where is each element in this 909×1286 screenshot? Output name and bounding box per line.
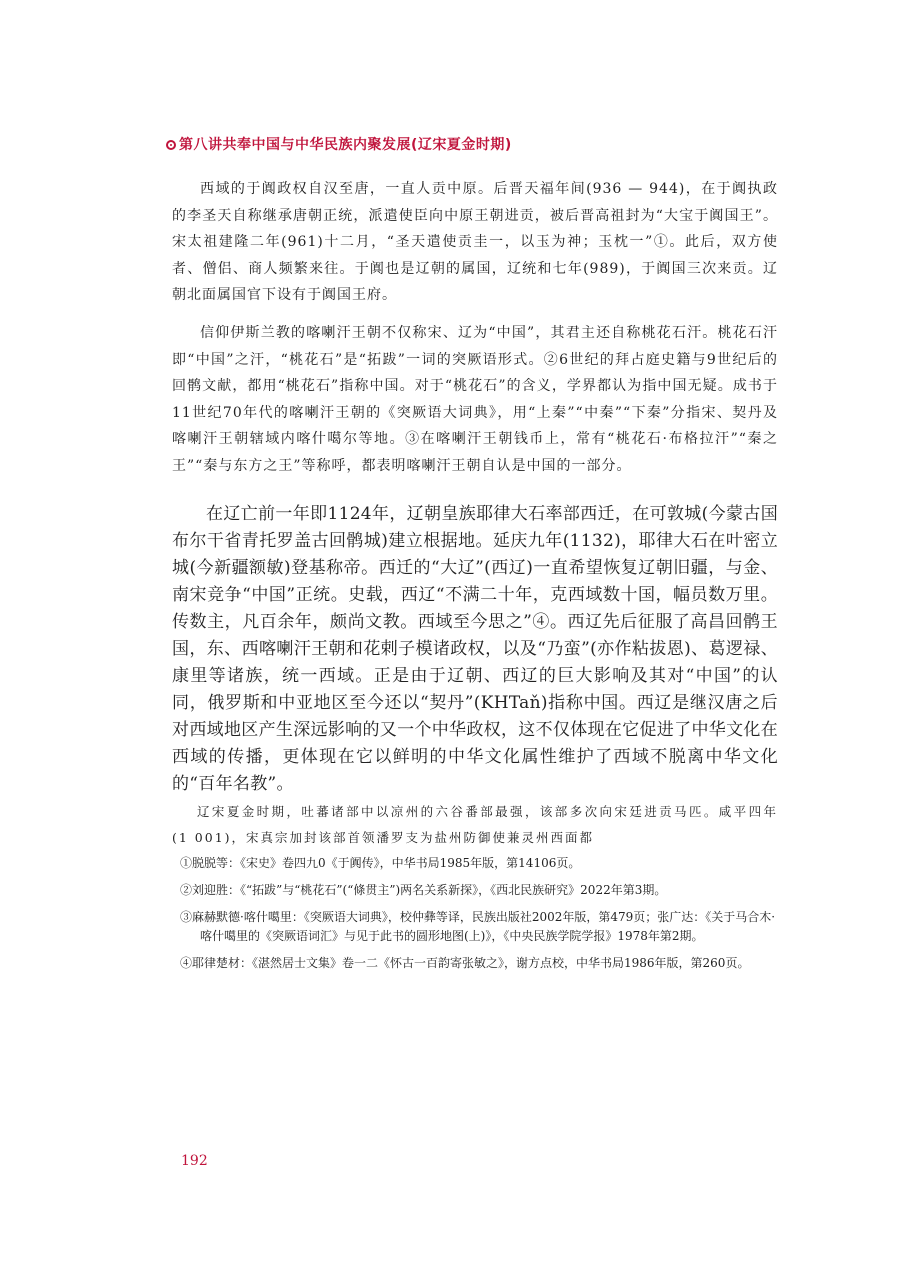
bullet-icon [166, 140, 176, 150]
paragraph-1: 西域的于阗政权自汉至唐，一直人贡中原。后晋天福年间(936 — 944)，在于阗执政的李圣天自称继承唐朝正统，派遣使臣向中原王朝进贡，被后晋高祖封为“大宝于阗国王”。宋太祖建隆二年(961)十二月，“圣天遣使贡圭一，以玉为神；玉枕一”①。此后，双方使者、僧侣、商人频繁来往。于阗也是辽朝的属国，辽统和七年(989)，于阗国三次来贡。辽朝北面属国官下设有于阗国王府。 [172, 181, 778, 303]
chapter-title: 第八讲共奉中国与中华民族内聚发展(辽宋夏金时期) [179, 137, 512, 153]
paragraph-2: 信仰伊斯兰教的喀喇汗王朝不仅称宋、辽为“中国”，其君主还自称桃花石汗。桃花石汗即“中国”之汗，“桃花石”是“拓跋”一词的突厥语形式。②6世纪的拜占庭史籍与9世纪后的回鹘文献，都用“桃花石”指称中国。对于“桃花石”的含义，学界都认为指中国无疑。成书于11世纪70年代的喀喇汗王朝的《突厥语大词典》，用“上秦”“中秦”“下秦”分指宋、契丹及喀喇汗王朝辖域内喀什噶尔等地。③在喀喇汗王朝钱币上，常有“桃花石·布格拉汗”“秦之王”“秦与东方之王”等称呼，都表明喀喇汗王朝自认是中国的一部分。 [172, 325, 778, 474]
paragraph-3: 在辽亡前一年即1124年，辽朝皇族耶律大石率部西迁，在可敦城(今蒙古国布尔干省青托罗盖古回鹘城)建立根据地。延庆九年(1132)，耶律大石在叶密立城(今新疆额敏)登基称帝。西迁的“大辽”(西辽)一直希望恢复辽朝旧疆，与金、南宋竞争“中国”正统。史载，西辽“不满二十年，克西域数十国，幅员数万里。传数主，凡百余年，颇尚文教。西域至今思之”④。西辽先后征服了高昌回鹘王国，东、西喀喇汗王朝和花剌子模诸政权，以及“乃蛮”(亦作粘拔恩)、葛逻禄、康里等诸族，统一西域。正是由于辽朝、西辽的巨大影响及其对“中国”的认同，俄罗斯和中亚地区至今还以“契丹”(KHTaň)指称中国。西辽是继汉唐之后对西域地区产生深远影响的又一个中华政权，这不仅体现在它促进了中华文化在西域的传播，更体现在它以鲜明的中华文化属性维护了西域不脱离中华文化的“百年名教”。 [172, 504, 778, 794]
chapter-header [166, 134, 766, 154]
footnote-4: ④耶律楚材：《湛然居士文集》卷一二《怀古一百韵寄张敏之》，谢方点校，中华书局1986年版，第260页。 [180, 956, 750, 970]
footnote-3: ③麻赫默德·喀什噶里：《突厥语大词典》，校仲彝等译，民族出版社2002年版，第479页；张广达：《关于马合木·喀什噶里的《突厥语词汇》与见于此书的圆形地图(上)》，《中央民族学院学报》1978年第2期。 [180, 910, 776, 943]
paragraph-4: 辽宋夏金时期，吐蕃诸部中以凉州的六谷番部最强，该部多次向宋廷进贡马匹。咸平四年(1 001)，宋真宗加封该部首领潘罗支为盐州防御使兼灵州西面都 [172, 804, 778, 845]
footnotes [180, 854, 780, 981]
footnote-2: ②刘迎胜：《“拓跋”与“桃花石”(“條贯主”)两名关系新探》，《西北民族研究》2022年第3期。 [180, 883, 667, 897]
page-number: 192 [181, 1153, 208, 1169]
footnote-1: ①脱脱等：《宋史》卷四九0《于阗传》，中华书局1985年版，第14106页。 [180, 856, 581, 870]
